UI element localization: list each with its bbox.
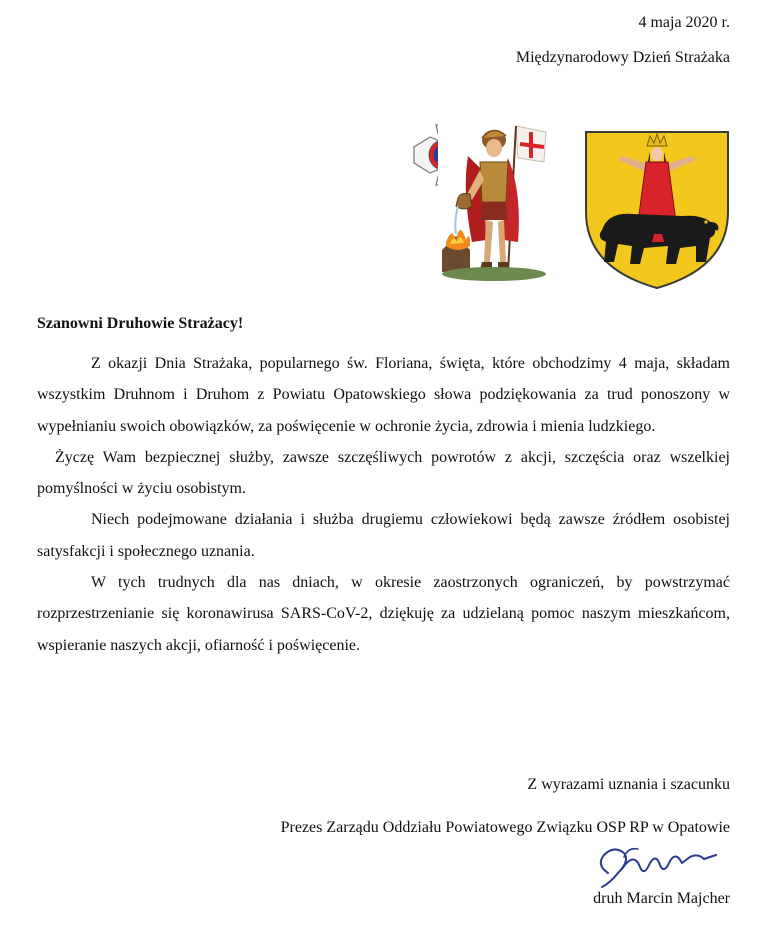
president-title: Prezes Zarządu Oddziału Powiatowego Związku OSP RP w Opatowie — [280, 819, 730, 836]
opatow-coat-of-arms — [584, 130, 730, 290]
closing-phrase: Z wyrazami uznania i szacunku — [527, 776, 730, 793]
paragraph: Życzę Wam bezpiecznej służby, zawsze szczęśliwych powrotów z akcji, szczęścia oraz wszelkiej pomyślności w życiu osobistym. — [37, 448, 730, 498]
handwritten-signature — [594, 843, 720, 893]
occasion-title: Międzynarodowy Dzień Strażaka — [515, 49, 730, 66]
saint-florian-figure — [438, 122, 550, 282]
letter-date: 4 maja 2020 r. — [638, 14, 730, 31]
salutation: Szanowni Druhowie Strażacy! — [37, 315, 244, 332]
paragraph: Z okazji Dnia Strażaka, popularnego św. Floriana, święta, które obchodzimy 4 maja, składam wszystkim Druhnom i Druhom z Powiatu Opatowskiego słowa podziękowania za trud ponoszony w wypełnianiu swoich obowiązków, za poświęcenie w ochronie życia, zdrowia i mienia ludzkiego. — [37, 355, 730, 435]
signer-name: druh Marcin Majcher — [593, 890, 730, 907]
letter-body — [37, 348, 730, 661]
paragraph: W tych trudnych dla nas dniach, w okresie zaostrzonych ograniczeń, by powstrzymać rozprzestrzenianie się koronawirusa SARS-CoV-2, dziękuję za udzielaną pomoc naszym mieszkańcom, wspieranie naszych akcji, ofiarność i poświęcenie. — [37, 574, 730, 654]
paragraph: Niech podejmowane działania i służba drugiemu człowiekowi będą zawsze źródłem osobistej satysfakcji i społecznego uznania. — [37, 511, 730, 560]
